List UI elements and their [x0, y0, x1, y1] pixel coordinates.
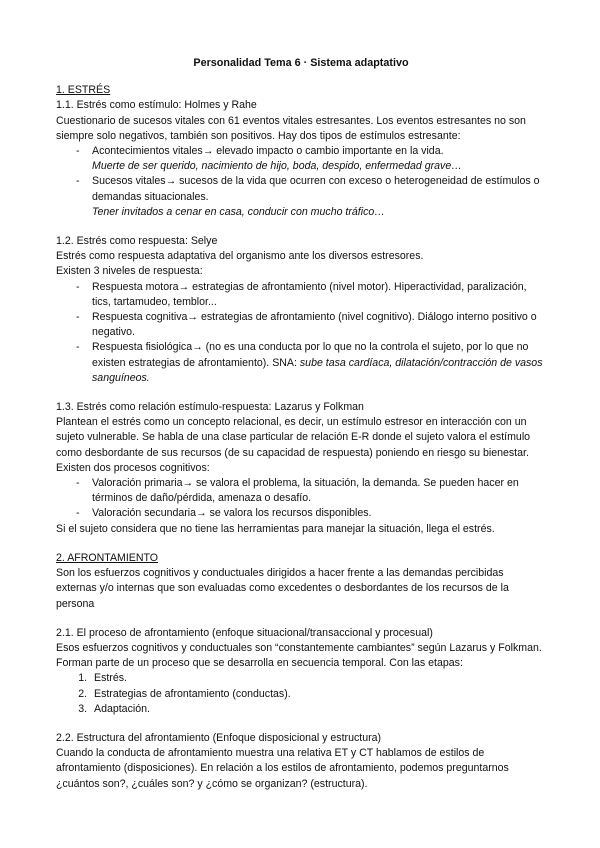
section-2-heading: 2. AFRONTAMIENTO: [56, 551, 159, 564]
cognitive-processes-list: [56, 476, 546, 522]
list-item: 1. Estrés.: [90, 671, 546, 686]
response-levels-list: [56, 280, 546, 386]
subsection-1-1-heading: 1.1. Estrés como estímulo: Holmes y Rahe: [56, 99, 257, 112]
subsection-1-2-line-1: Estrés como respuesta adaptativa del organismo ante los diversos estresores.: [56, 250, 424, 263]
list-item-example: Muerte de ser querido, nacimiento de hijo, boda, despido, enfermedad grave…: [92, 160, 462, 173]
list-item-text: Respuesta motora→ estrategias de afrontamiento (nivel motor). Hiperactividad, paralización, tics, tartamudeo, temblor...: [92, 280, 527, 308]
list-item-text: Acontecimientos vitales→ elevado impacto o cambio importante en la vida.: [92, 145, 444, 158]
document-page: [56, 56, 546, 792]
subsection-1-1-intro: Cuestionario de sucesos vitales con 61 eventos vitales estresantes. Los eventos estresantes no son siempre solo negativos, también son positivos. Hay dos tipos de estímulos estresante:: [56, 114, 526, 142]
subsection-2-2-intro: Cuando la conducta de afrontamiento muestra una relativa ET y CT hablamos de estilos de afrontamiento (disposiciones). En relación a los estilos de afrontamiento, podemos preguntarnos ¿cuántos son?, ¿cuáles son? y ¿cómo se organizan? (estructura).: [56, 747, 509, 790]
list-item: [76, 476, 546, 506]
list-item: [76, 144, 546, 174]
subsection-2-1-heading: 2.1. El proceso de afrontamiento (enfoque situacional/transaccional y procesual): [56, 626, 433, 639]
list-item-text: Valoración primaria→ se valora el problema, la situación, la demanda. Se pueden hacer en términos de daño/pérdida, amenaza o desafío.: [92, 477, 519, 505]
section-2-intro: Son los esfuerzos cognitivos y conductuales dirigidos a hacer frente a las demandas percibidas externas y/o internas que son evaluadas como excedentes o desbordantes de los recursos de la persona: [56, 567, 509, 610]
spacer: [56, 386, 546, 400]
subsection-1-3-closing: Si el sujeto considera que no tiene las herramientas para manejar la situación, llega el estrés.: [56, 522, 495, 535]
process-steps-list: [56, 671, 546, 717]
section-1-heading: 1. ESTRÉS: [56, 84, 111, 97]
subsection-1-3-heading: 1.3. Estrés como relación estímulo-respuesta: Lazarus y Folkman: [56, 401, 364, 414]
subsection-1-2-heading: 1.2. Estrés como respuesta: Selye: [56, 235, 218, 248]
list-item: 2. Estrategias de afrontamiento (conductas).: [90, 687, 546, 702]
subsection-1-3-intro: Plantean el estrés como un concepto relacional, es decir, un estímulo estresor en interacción con un sujeto vulnerable. Se habla de una clase particular de relación E-R donde el sujeto valora el estímulo como desbordante de sus recursos (de su capacidad de respuesta) poniendo en riesgo su bienestar. Existen dos procesos cognitivos:: [56, 416, 531, 474]
subsection-1-2-line-2: Existen 3 niveles de respuesta:: [56, 265, 203, 278]
list-item: [76, 280, 546, 310]
list-item-text: Sucesos vitales→ sucesos de la vida que ocurren con exceso o heterogeneidad de estímulos o demandas situacionales.: [92, 175, 540, 203]
list-item-example: Tener invitados a cenar en casa, conducir con mucho tráfico…: [92, 205, 385, 218]
list-item: [76, 340, 546, 386]
subsection-2-2-heading: 2.2. Estructura del afrontamiento (Enfoque disposicional y estructura): [56, 731, 382, 744]
list-item: [76, 506, 546, 521]
list-item-text: Respuesta cognitiva→ estrategias de afrontamiento (nivel cognitivo). Diálogo interno positivo o negativo.: [92, 311, 537, 339]
list-item-italic: sube tasa cardíaca, dilatación/contracción de vasos sanguíneos.: [92, 356, 543, 384]
document-title: Personalidad Tema 6 · Sistema adaptativo: [193, 57, 409, 69]
spacer: [56, 717, 546, 731]
spacer: [56, 612, 546, 626]
stimulus-types-list: [56, 144, 546, 220]
list-item-text: Respuesta fisiológica→ (no es una conducta por lo que no la controla el sujeto, por lo que no existen estrategias de afrontamiento). SNA:: [92, 341, 529, 369]
list-item-text: Valoración secundaria→ se valora los recursos disponibles.: [92, 507, 372, 520]
list-item: 3. Adaptación.: [90, 702, 546, 717]
subsection-2-1-intro: Esos esfuerzos cognitivos y conductuales son “constantemente cambiantes” según Lazarus y Folkman. Forman parte de un proceso que se desarrolla en secuencia temporal. Con las etapas:: [56, 641, 542, 670]
list-item: [76, 174, 546, 220]
spacer: [56, 537, 546, 551]
list-item: [76, 310, 546, 340]
spacer: [56, 220, 546, 234]
